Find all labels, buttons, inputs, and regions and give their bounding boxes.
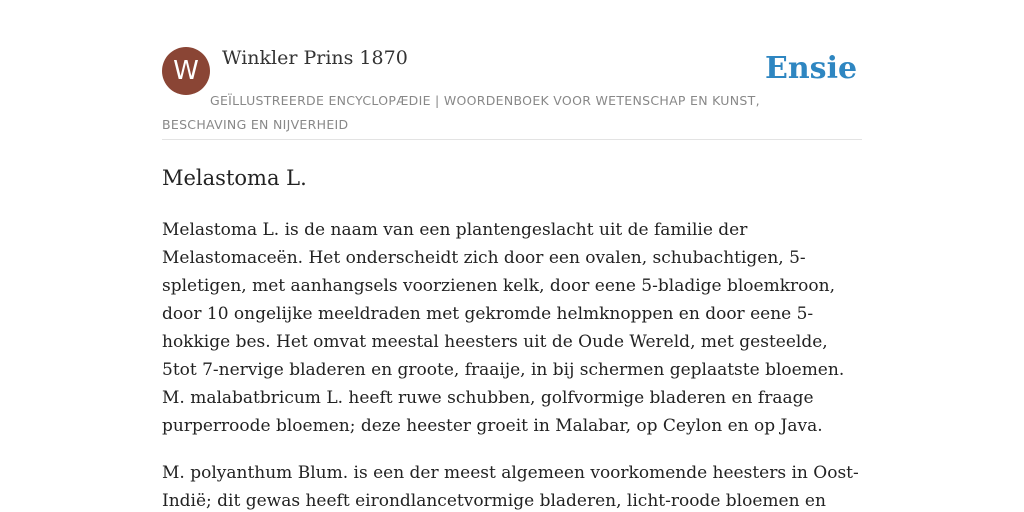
article-body [162,216,862,512]
article-paragraph: M. polyanthum Blum. is een der meest algemeen voorkomende heesters in Oost-Indië; dit gewas heeft eirondlancetvormige bladeren, licht-roode bloemen en [162,463,859,511]
article-title: Melastoma L. [162,166,307,190]
header-divider [162,139,862,140]
source-title[interactable]: Winkler Prins 1870 [222,47,408,69]
avatar[interactable]: W [162,47,210,95]
source-subtitle: GEÏLLUSTREERDE ENCYCLOPÆDIE | WOORDENBOEK VOOR WETENSCHAP EN KUNST, BESCHAVING EN NIJVERHEID [162,93,760,132]
brand-logo-link[interactable]: Ensie [765,51,858,86]
article-paragraph: Melastoma L. is de naam van een plantengeslacht uit de familie der Melastomaceën. Het onderscheidt zich door een ovalen, schubachtigen, 5-spletigen, met aanhangsels voorzienen kelk, door eene 5-bladige bloemkroon, door 10 ongelijke meeldraden met gekromde helmknoppen en door eene 5-hokkige bes. Het omvat meestal heesters uit de Oude Wereld, met gesteelde, 5tot 7-nervige bladeren en groote, fraaije, in bij schermen geplaatste bloemen. M. malabatbricum L. heeft ruwe schubben, golfvormige bladeren en fraage purperroode bloemen; deze heester groeit in Malabar, op Ceylon en op Java. [162,220,845,436]
